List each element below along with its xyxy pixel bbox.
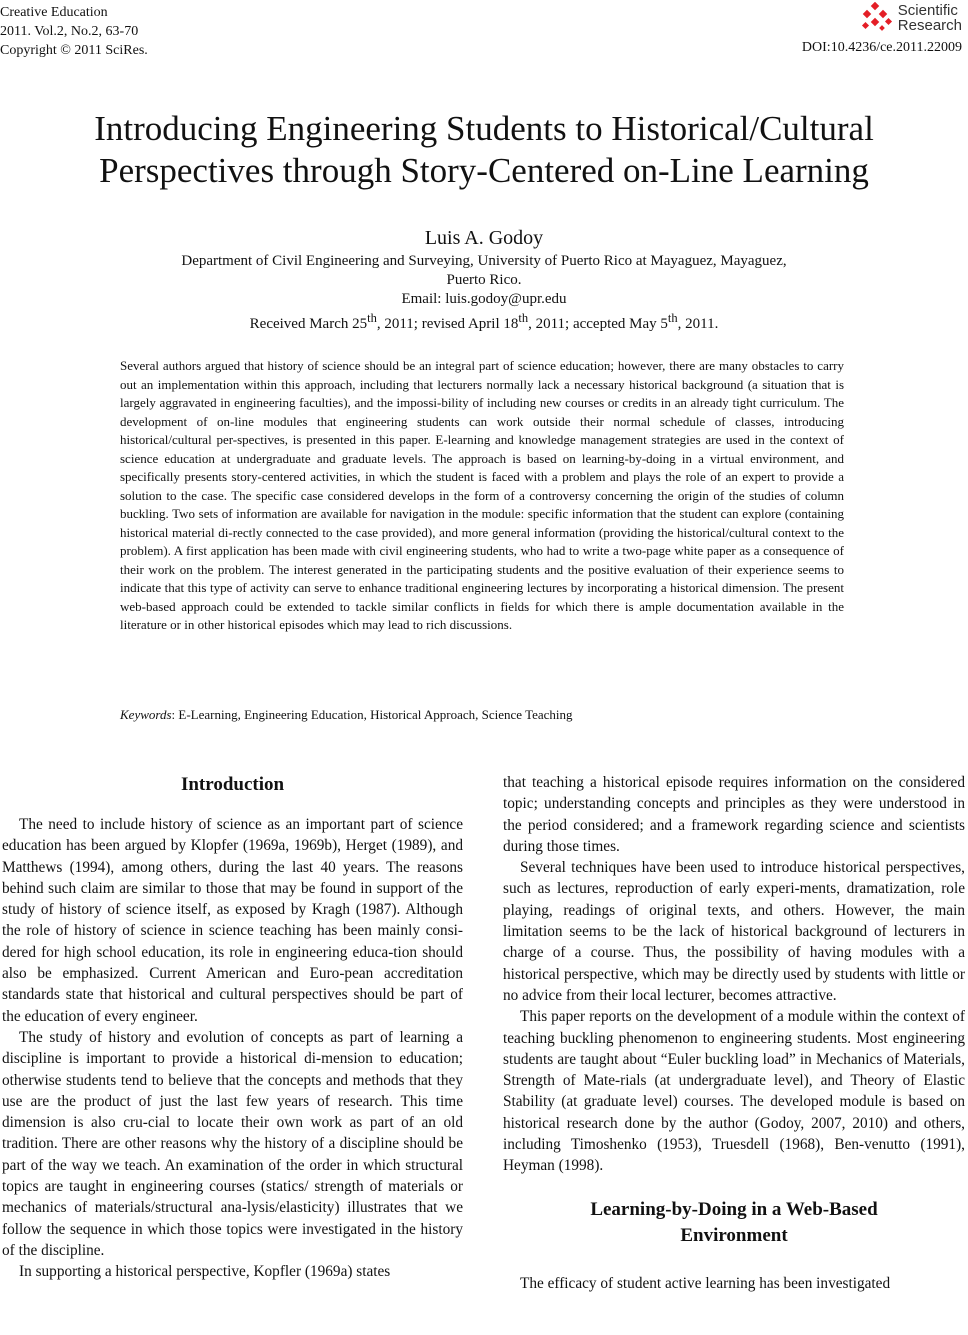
journal-copyright: Copyright © 2011 SciRes. [0, 43, 148, 58]
year-part: , 2011. [677, 316, 719, 332]
left-column [2, 772, 463, 1283]
title-line-2: Perspectives through Story-Centered on-Line Learning [99, 151, 869, 190]
publisher-info [802, 0, 962, 57]
right-column [503, 772, 965, 1294]
body-paragraph: In supporting a historical perspective, Kopfler (1969a) states [19, 1263, 391, 1281]
body-paragraph: Several techniques have been used to introduce historical perspectives, such as lectures, reproduction of early experi-ments, dramatization, role playing, readings of original texts, and others. However, the main limitation seems to be the lack of historical background of lecturers in charge of a course. Thus, the possibility of having modules with a historical perspective, which may be directly used by students with little or no advice from their local lecturer, becomes attractive. [503, 859, 965, 1004]
author-name: Luis A. Godoy [424, 227, 544, 249]
accepted-part: , 2011; accepted May 5 [528, 316, 668, 332]
scirp-logo-icon [860, 2, 894, 34]
paper-title [0, 108, 968, 192]
ordinal-suffix: th [667, 311, 678, 325]
journal-info [0, 3, 148, 60]
section-heading-learning-by-doing [503, 1197, 965, 1249]
received-part: Received March 25 [249, 316, 368, 332]
publisher-name-line1: Scientific [897, 2, 958, 19]
body-paragraph: The need to include history of science as an important part of science education has been argued by Klopfer (1969a, 1969b), Herget (1989), and Matthews (1994), among others, during the last 40 years. The reasons behind such claim are similar to those that may be found in support of the study of history of science itself, as exposed by Kragh (1987). Although the role of history of science in science teaching has been mainly consi-dered for high school education, its role in engineering educa-tion should also be emphasized. Current American and Euro-pean accreditation standards state that historical and cultural perspectives should be part of the education of every engineer. [2, 816, 463, 1025]
keywords [120, 706, 844, 724]
body-paragraph: that teaching a historical episode requires information on the considered topic; understanding concepts and principles as they were understood in the period considered; and a framework regarding science and scientists during those times. [503, 774, 965, 855]
journal-volume: 2011. Vol.2, No.2, 63-70 [0, 24, 139, 39]
heading-line-1: Learning-by-Doing in a Web-Based [590, 1198, 878, 1220]
keywords-list: : E-Learning, Engineering Education, Historical Approach, Science Teaching [171, 707, 573, 722]
affiliation-block [0, 252, 968, 334]
body-paragraph: The efficacy of student active learning has been investigated [520, 1274, 891, 1292]
ordinal-suffix: th [518, 311, 529, 325]
body-paragraph: This paper reports on the development of a module within the context of teaching buckling phenomenon to engineering students. Most engineering students are taught about “Euler buckling load” in Mechanics of Materials, Strength of Mate-rials (at undergraduate level), and Theory of Elastic Stability (at graduate level) courses. The developed module is based on historical research done by the author (Godoy, 2007, 2010) and others, including Timoshenko (1953), Truesdell (1968), Ben-venutto (1991), Heyman (1998). [503, 1008, 965, 1175]
revised-part: , 2011; revised April 18 [376, 316, 519, 332]
abstract: Several authors argued that history of science should be an integral part of science education; however, there are many obstacles to carry out an implementation within this approach, including that lecturers normally lack a necessary historical background (a situation that is largely aggravated in engineering faculties), and the impossi-bility of including new courses or credits in an already tight curriculum. The development of on-line modules that engineering students can work outside their normal schedule of classes, introducing historical/cultural per-spectives, is presented in this paper. E-learning and knowledge management strategies are used in the context of science education at undergraduate and graduate levels. The approach is based on learning-by-doing in a virtual environment, and specifically presents story-centered activities, in which the student is faced with a problem and plays the role of an expert to provide a solution to the case. The specific case considered develops in the form of a controversy concerning the origin of the studies of column buckling. Two sets of information are available for navigation in the module: specific information that the student can explore (containing historical material di-rectly connected to the case provided), and more general information (providing the historical/cultural context to the problem). A first application has been made with civil engineering students, who had to write a two-page white paper as a consequence of their work on the problem. The interest generated in the participating students and the positive evaluation of their experience seems to indicate that this type of activity can serve to enhance traditional engineering lectures by incorporating a historical dimension. The present web-based approach could be extended to tackle similar conflicts in fields for which there is ample documentation available in the literature or in other historical episodes which may lead to rich discussions. [120, 358, 844, 632]
affiliation-line-1: Department of Civil Engineering and Surveying, University of Puerto Rico at Mayaguez, Mayaguez, [181, 253, 787, 269]
affiliation-line-2: Puerto Rico. [446, 272, 522, 288]
received-dates [0, 309, 968, 334]
publisher-name [898, 3, 962, 33]
publisher-logo[interactable] [802, 0, 962, 36]
author-email[interactable]: Email: luis.godoy@upr.edu [401, 291, 567, 307]
section-heading-introduction: Introduction [180, 774, 285, 795]
body-paragraph: The study of history and evolution of concepts as part of learning a discipline is important to provide a historical di-mension to education; otherwise students tend to believe that the concepts and methods that they use are the product of just the last few years of research. This time dimension is also cru-cial to locate their own work as part of an old tradition. There are other reasons why the history of a discipline should be part of the way we teach. An examination of the order in which structural topics are taught in engineering courses (statics/ strength of materials or mechanics of materials/structural ana-lysis/elasticity) illustrates that we follow the sequence in which those topics were investigated in the history of the discipline. [2, 1028, 463, 1259]
keywords-label: Keywords [120, 707, 172, 722]
publisher-name-line2: Research [897, 17, 962, 34]
ordinal-suffix: th [367, 311, 377, 325]
heading-line-2: Environment [680, 1224, 788, 1246]
title-line-1: Introducing Engineering Students to Historical/Cultural [94, 109, 874, 148]
doi[interactable]: DOI:10.4236/ce.2011.22009 [801, 40, 962, 55]
journal-name: Creative Education [0, 5, 108, 20]
